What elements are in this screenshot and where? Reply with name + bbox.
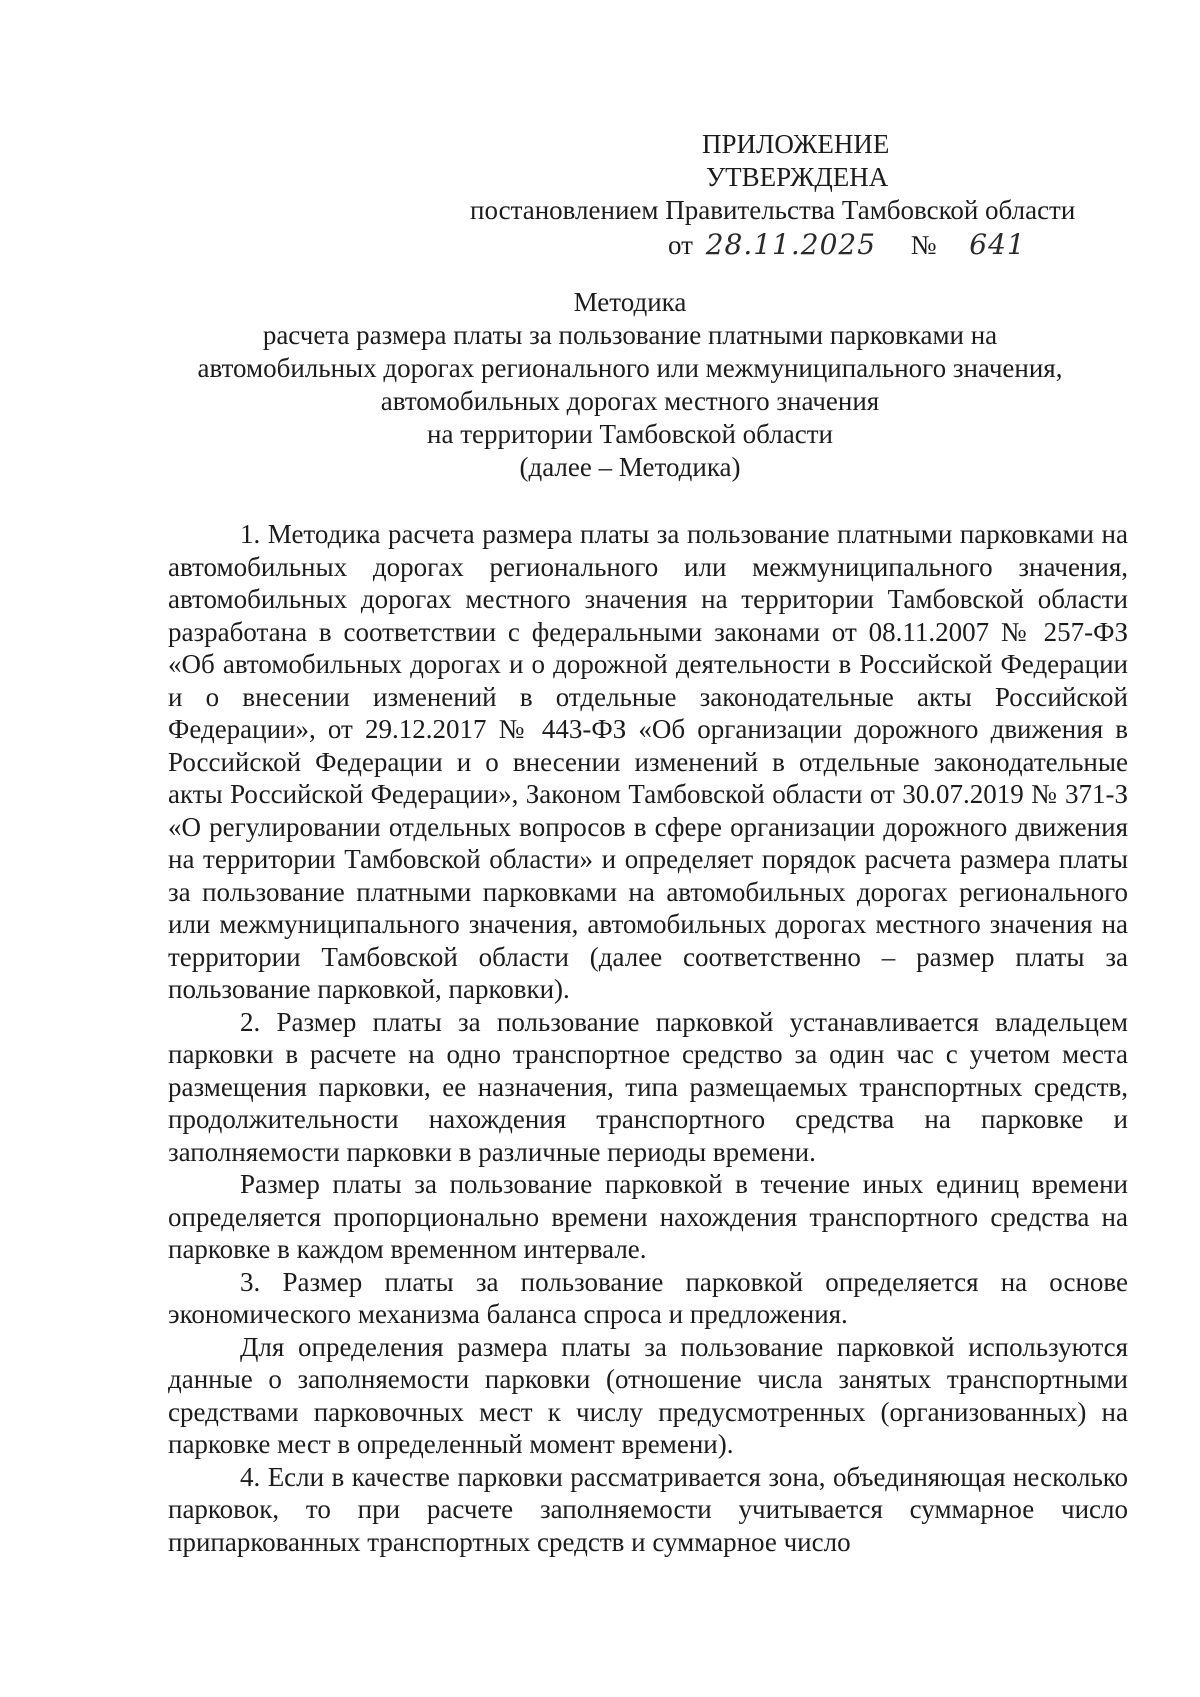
title-line: (далее – Методика) bbox=[519, 452, 741, 482]
decree-label: постановлением Правительства Тамбовской области bbox=[470, 195, 1076, 225]
date-prefix: от bbox=[668, 230, 693, 260]
title-line: расчета размера платы за пользование платными парковками на bbox=[262, 320, 998, 350]
paragraph: 3. Размер платы за пользование парковкой определяется на основе экономического механизма баланса спроса и предложения. bbox=[168, 1266, 1128, 1329]
paragraph: 4. Если в качестве парковки рассматривается зона, объединяющая несколько парковок, то при расчете заполняемости учитывается суммарное число припаркованных транспортных средств и суммарное число bbox=[168, 1461, 1128, 1557]
approved-label: УТВЕРЖДЕНА bbox=[706, 162, 889, 192]
document-title bbox=[130, 286, 1130, 484]
paragraph: 1. Методика расчета размера платы за пользование платными парковками на автомобильных дорогах регионального или межмуниципального значения, автомобильных дорогах местного значения на территории Тамбовской области разработана в соответствии с федеральными законами от 08.11.2007 № 257-ФЗ «Об автомобильных дорогах и о дорожной деятельности в Российской Федерации и о внесении изменений в отдельные законодательные акты Российской Федерации», от 29.12.2017 № 443-ФЗ «Об организации дорожного движения в Российской Федерации и о внесении изменений в отдельные законодательные акты Российской Федерации», Законом Тамбовской области от 30.07.2019 № 371-З «О регулировании отдельных вопросов в сфере организации дорожного движения на территории Тамбовской области» и определяет порядок расчета размера платы за пользование платными парковками на автомобильных дорогах регионального или межмуниципального значения, автомобильных дорогах местного значения на территории Тамбовской области (далее соответственно – размер платы за пользование парковкой, парковки). bbox=[168, 519, 1128, 1004]
title-line: на территории Тамбовской области bbox=[427, 419, 833, 449]
title-line: Методика bbox=[573, 287, 687, 317]
document-body bbox=[168, 518, 1128, 1558]
title-line: автомобильных дорогах регионального или межмуниципального значения, bbox=[197, 353, 1063, 383]
title-line: автомобильных дорогах местного значения bbox=[380, 386, 880, 416]
handwritten-date: 28.11.2025 bbox=[705, 228, 877, 261]
handwritten-number: 641 bbox=[969, 228, 1026, 261]
paragraph: Для определения размера платы за пользование парковкой используются данные о заполняемости парковки (отношение числа занятых транспортными средствами парковочных мест к числу предусмотренных (организованных) на парковке мест в определенный момент времени). bbox=[168, 1331, 1128, 1459]
paragraph: Размер платы за пользование парковкой в течение иных единиц времени определяется пропорционально времени нахождения транспортного средства на парковке в каждом временном интервале. bbox=[168, 1169, 1128, 1264]
decree-date-line bbox=[668, 228, 1026, 262]
number-prefix: № bbox=[910, 230, 937, 260]
paragraph: 2. Размер платы за пользование парковкой устанавливается владельцем парковки в расчете на одно транспортное средство за один час с учетом места размещения парковки, ее назначения, типа размещаемых транспортных средств, продолжительности нахождения транспортного средства на парковке и заполняемости парковки в различные периоды времени. bbox=[168, 1006, 1128, 1167]
appendix-label: ПРИЛОЖЕНИЕ bbox=[702, 129, 890, 159]
